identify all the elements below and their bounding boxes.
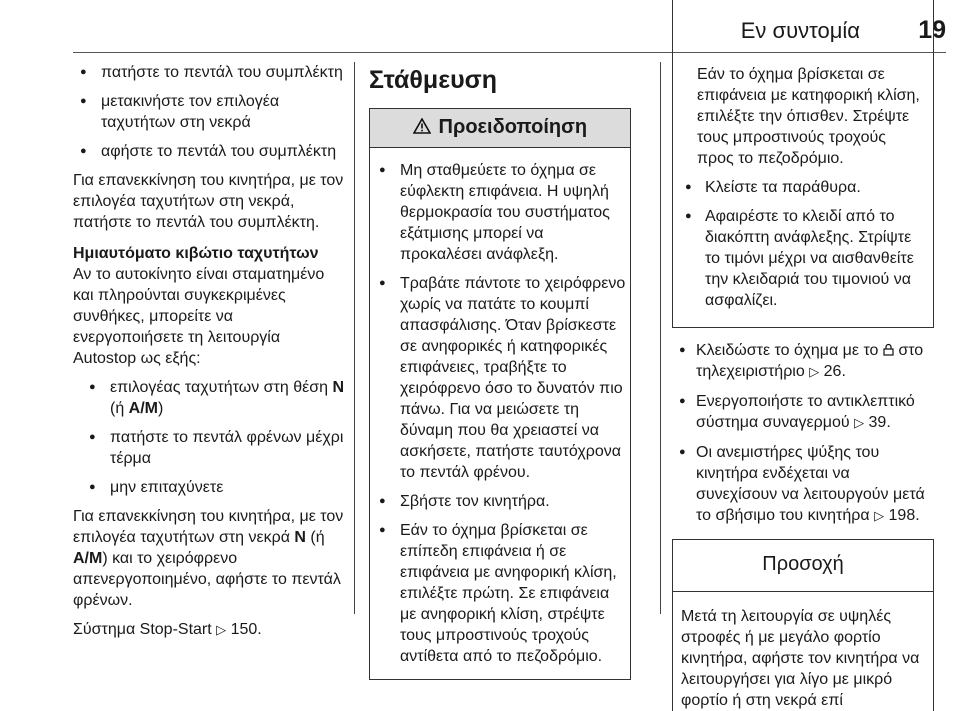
warning-body bbox=[370, 148, 630, 679]
list-item: ● Μη σταθμεύετε το όχημα σε εύφλεκτη επιφάνεια. Η υψηλή θερμοκρασία του συστήματος εξάτμισης μπορεί να προκαλέσει ανάφλεξη. bbox=[372, 160, 628, 265]
lock-icon bbox=[883, 342, 894, 359]
list-item: ● μετακινήστε τον επιλογέα ταχυτήτων στη νεκρά bbox=[73, 91, 345, 133]
caution-box bbox=[672, 539, 934, 711]
paragraph: Για επανεκκίνηση του κινητήρα, με τον επιλογέα ταχυτήτων στη νεκρά N (ή A/M) και το χειρόφρενο απενεργοποιημένο, αφήστε το πεντάλ φρένων. bbox=[73, 508, 344, 609]
list-item: ● αφήστε το πεντάλ του συμπλέκτη bbox=[73, 141, 345, 162]
list-item: ● επιλογέας ταχυτήτων στη θέση N (ή A/M) bbox=[82, 377, 345, 419]
page-ref-arrow-icon: ▷ bbox=[874, 509, 885, 524]
warning-icon bbox=[413, 116, 437, 138]
paragraph: Εάν το όχημα βρίσκεται σε επιφάνεια με κατηφορική κλίση, επιλέξτε την όπισθεν. Στρέψτε τους μπροστινούς τροχούς προς το πεζοδρόμιο. bbox=[697, 66, 920, 167]
list-item: ● πατήστε το πεντάλ φρένων μέχρι τέρμα bbox=[82, 427, 345, 469]
paragraph: Για επανεκκίνηση του κινητήρα, με τον επιλογέα ταχυτήτων στη νεκρά, πατήστε το πεντάλ του συμπλέκτη. bbox=[73, 172, 344, 231]
caution-text: Μετά τη λειτουργία σε υψηλές στροφές ή με μεγάλο φορτίο κινητήρα, αφήστε τον κινητήρα να λειτουργήσει για λίγο με μικρό φορτίο ή στη νεκρά επί bbox=[681, 608, 920, 709]
list-item: ● Εάν το όχημα βρίσκεται σε επίπεδη επιφάνεια ή σε επιφάνεια με ανηφορική κλίση, επιλέξτε πρώτη. Σε επιφάνεια με ανηφορική κλίση, στρέψτε τους μπροστινούς τροχούς αντίθετα από το πεζοδρόμιο. bbox=[372, 520, 628, 667]
page-number: 19 bbox=[918, 16, 946, 44]
page-ref-arrow-icon: ▷ bbox=[854, 416, 865, 431]
column-middle bbox=[369, 62, 631, 680]
column-divider bbox=[660, 62, 661, 614]
column-divider bbox=[354, 62, 355, 614]
list-item: ● Κλείστε τα παράθυρα. bbox=[681, 177, 923, 198]
list-item: ● Οι ανεμιστήρες ψύξης του κινητήρα ενδέχεται να συνεχίσουν να λειτουργούν μετά το σβήσιμο του κινητήρα ▷ 198. bbox=[672, 442, 934, 527]
page-ref-arrow-icon: ▷ bbox=[809, 365, 820, 380]
subheading: Ημιαυτόματο κιβώτιο ταχυτήτων bbox=[73, 245, 319, 262]
warning-header bbox=[370, 109, 630, 148]
column-left bbox=[73, 62, 345, 649]
caution-title: Προσοχή bbox=[673, 540, 933, 592]
list-item: ● Τραβάτε πάντοτε το χειρόφρενο χωρίς να πατάτε το κουμπί απασφάλισης. Όταν βρίσκεστε σε ανηφορικές ή κατηφορικές επιφάνειες, τραβήξτε το χειρόφρενο όσο το δυνατόν πιο πάνω. Για να μειώσετε τη δύναμη που θα χρειαστεί να ασκήσετε, πατήστε ταυτόχρονα το πεντάλ φρένου. bbox=[372, 273, 628, 483]
warning-box-continued bbox=[672, 0, 934, 328]
list-item: ● Κλειδώστε το όχημα με το στο τηλεχειριστήριο ▷ 26. bbox=[672, 340, 934, 383]
list-item: ● Αφαιρέστε το κλειδί από το διακόπτη ανάφλεξης. Στρίψτε το τιμόνι μέχρι να αισθανθείτε την κλειδαριά του τιμονιού να ασφαλίζει. bbox=[681, 206, 923, 311]
list-item: ● Ενεργοποιήστε το αντικλεπτικό σύστημα συναγερμού ▷ 39. bbox=[672, 391, 934, 434]
section-heading: Στάθμευση bbox=[369, 66, 498, 94]
warning-box bbox=[369, 108, 631, 680]
list-item: ● μην επιταχύνετε bbox=[82, 477, 345, 498]
list-item: ● Σβήστε τον κινητήρα. bbox=[372, 491, 628, 512]
paragraph: Αν το αυτοκίνητο είναι σταματημένο και πληρούνται συγκεκριμένες συνθήκες, μπορείτε να ενεργοποιήσετε τη λειτουργία Autostop ως εξής: bbox=[73, 266, 325, 367]
column-right bbox=[672, 62, 934, 711]
cross-reference[interactable]: Σύστημα Stop-Start ▷ 150. bbox=[73, 621, 262, 638]
list-item: ● πατήστε το πεντάλ του συμπλέκτη bbox=[73, 62, 345, 83]
warning-title: Προειδοποίηση bbox=[438, 116, 588, 138]
page-ref-arrow-icon: ▷ bbox=[216, 623, 227, 638]
section-title: Εν συντομία bbox=[740, 18, 860, 43]
